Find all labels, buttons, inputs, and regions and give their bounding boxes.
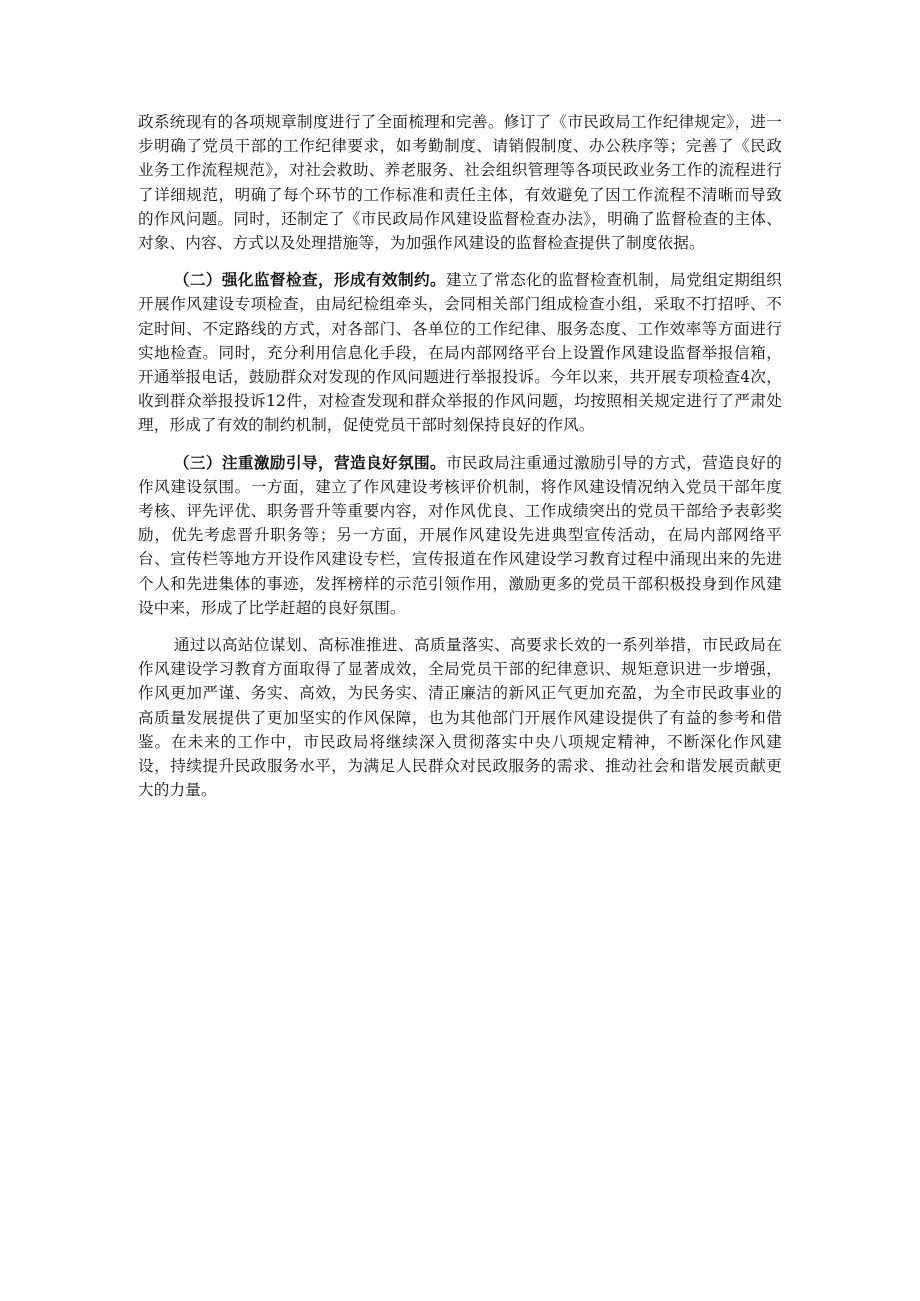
document-page [138, 110, 782, 802]
paragraph-text: 政系统现有的各项规章制度进行了全面梳理和完善。修订了《市民政局工作纪律规定》，进一步明确了党员干部的工作纪律要求，如考勤制度、请销假制度、办公秩序等；完善了《民政业务工作流程规范》，对社会救助、养老服务、社会组织管理等各项民政业务工作的流程进行了详细规范，明确了每个环节的工作标准和责任主体，有效避免了因工作流程不清晰而导致的作风问题。同时，还制定了《市民政局作风建设监督检查办法》，明确了监督检查的主体、对象、内容、方式以及处理措施等，为加强作风建设的监督检查提供了制度依据。 [138, 113, 782, 253]
section-heading-incentive: （三）注重激励引导，营造良好氛围。 [173, 452, 447, 472]
paragraph-continuation [138, 110, 782, 255]
paragraph-text: 建立了常态化的监督检查机制，局党组定期组织开展作风建设专项检查，由局纪检组牵头，会同相关部门组成检查小组，采取不打招呼、不定时间、不定路线的方式，对各部门、各单位的工作纪律、服务态度、工作效率等方面进行实地检查。同时，充分利用信息化手段，在局内部网络平台上设置作风建设监督举报信箱，开通举报电话，鼓励群众对发现的作风问题进行举报投诉。今年以来，共开展专项检查4次，收到群众举报投诉12件，对检查发现和群众举报的作风问题，均按照相关规定进行了严肃处理，形成了有效的制约机制，促使党员干部时刻保持良好的作风。 [138, 271, 782, 435]
paragraph-supervision [138, 268, 782, 437]
paragraph-conclusion [138, 633, 782, 802]
paragraph-text: 市民政局注重通过激励引导的方式，营造良好的作风建设氛围。一方面，建立了作风建设考核评价机制，将作风建设情况纳入党员干部年度考核、评先评优、职务晋升等重要内容，对作风优良、工作成绩突出的党员干部给予表彰奖励，优先考虑晋升职务等；另一方面，开展作风建设先进典型宣传活动，在局内部网络平台、宣传栏等地方开设作风建设专栏，宣传报道在作风建设学习教育过程中涌现出来的先进个人和先进集体的事迹，发挥榜样的示范引领作用，激励更多的党员干部积极投身到作风建设中来，形成了比学赶超的良好氛围。 [138, 453, 782, 617]
paragraph-text: 通过以高站位谋划、高标准推进、高质量落实、高要求长效的一系列举措，市民政局在作风建设学习教育方面取得了显著成效，全局党员干部的纪律意识、规矩意识进一步增强，作风更加严谨、务实、高效，为民务实、清正廉洁的新风正气更加充盈，为全市民政事业的高质量发展提供了更加坚实的作风保障，也为其他部门开展作风建设提供了有益的参考和借鉴。在未来的工作中，市民政局将继续深入贯彻落实中央八项规定精神，不断深化作风建设，持续提升民政服务水平，为满足人民群众对民政服务的需求、推动社会和谐发展贡献更大的力量。 [138, 636, 782, 800]
section-heading-supervision: （二）强化监督检查，形成有效制约。 [173, 270, 447, 290]
paragraph-incentive [138, 451, 782, 620]
